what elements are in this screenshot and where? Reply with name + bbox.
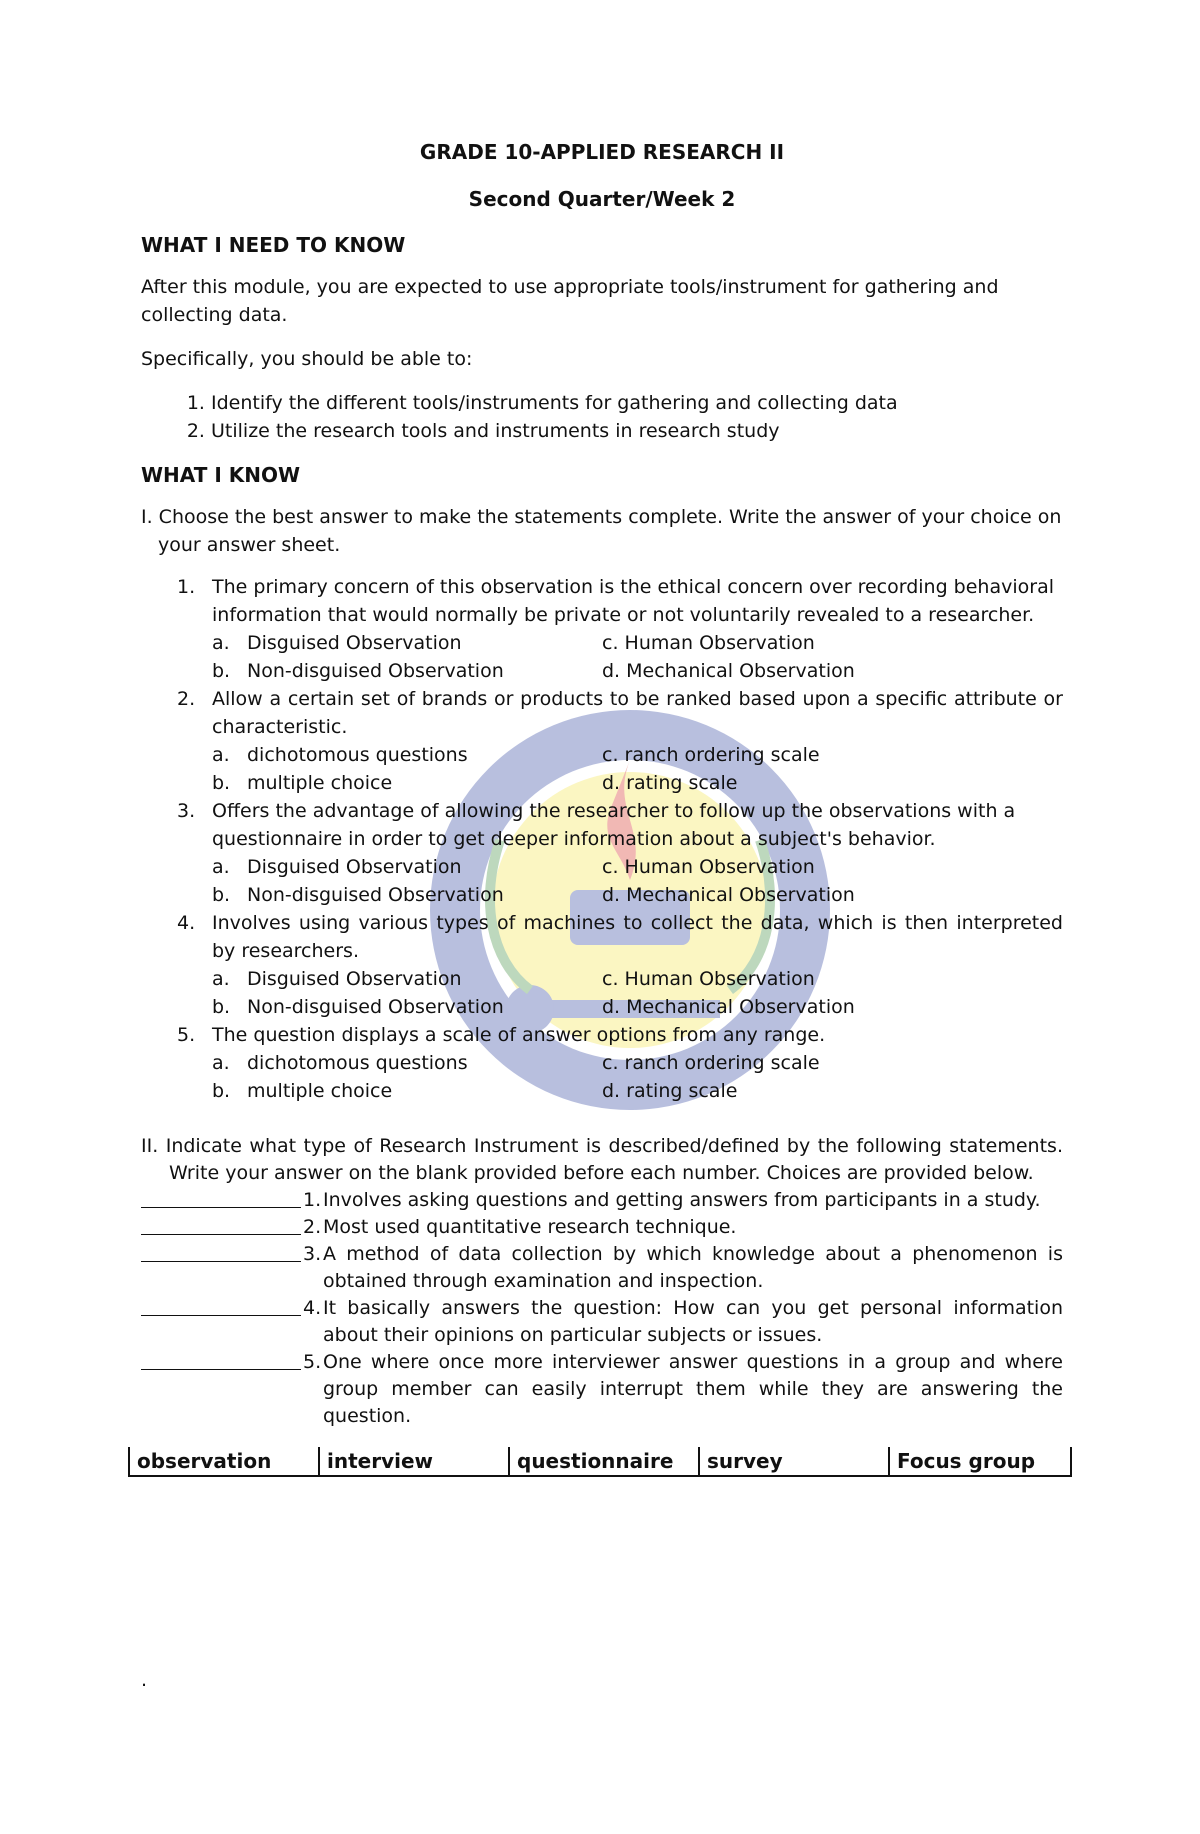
objective-item: 2. Utilize the research tools and instruments in research study (211, 417, 1063, 445)
question-item (141, 909, 1063, 965)
section-heading-need-to-know: WHAT I NEED TO KNOW (141, 233, 406, 257)
intro-paragraph: After this module, you are expected to use appropriate tools/instrument for gathering and collecting data. (141, 276, 999, 326)
option-a: a. dichotomous questions (212, 1052, 468, 1074)
option-d: d. Mechanical Observation (602, 996, 855, 1018)
option-d: d. Mechanical Observation (602, 884, 855, 906)
option-a: a. Disguised Observation (212, 968, 462, 990)
question-number: 4. (177, 912, 196, 934)
option-a: a. Disguised Observation (212, 632, 462, 654)
option-d: d. rating scale (602, 772, 738, 794)
section-heading-what-i-know: WHAT I KNOW (141, 463, 301, 487)
question-item (141, 685, 1063, 741)
fill-in-item: 5. One where once more interviewer answer questions in a group and where group member can easily interrupt them while they are answering the question. (141, 1349, 1063, 1430)
option-c: c. ranch ordering scale (602, 1052, 820, 1074)
option-b: b. multiple choice (212, 1080, 393, 1102)
document-title: GRADE 10-APPLIED RESEARCH II (419, 140, 785, 164)
specifically-paragraph: Specifically, you should be able to: (141, 348, 473, 370)
question-item (141, 1021, 1063, 1049)
option-b: b. Non-disguised Observation (212, 996, 504, 1018)
option-d: d. Mechanical Observation (602, 660, 855, 682)
question-options (141, 741, 1063, 797)
choice-interview: interview (318, 1447, 508, 1477)
option-c: c. Human Observation (602, 856, 815, 878)
option-a: a. dichotomous questions (212, 744, 468, 766)
main-content (141, 138, 1063, 1430)
question-options (141, 629, 1063, 685)
part2-instruction: II. Indicate what type of Research Instrument is described/defined by the following statements. Write your answer on the blank provided before each number. Choices are provided below. (141, 1135, 1063, 1184)
option-d: d. rating scale (602, 1080, 738, 1102)
fill-in-item: 1. Involves asking questions and getting answers from participants in a study. (141, 1187, 1063, 1214)
option-c: c. Human Observation (602, 632, 815, 654)
answer-blank[interactable] (141, 1369, 301, 1370)
question-number: 1. (177, 576, 196, 598)
choice-observation: observation (128, 1447, 318, 1477)
question-stem: Allow a certain set of brands or products to be ranked based upon a specific attribute or characteristic. (212, 688, 1063, 738)
question-item (141, 573, 1063, 629)
question-stem: The question displays a scale of answer options from any range. (212, 1024, 826, 1046)
part1-instruction: I. Choose the best answer to make the statements complete. Write the answer of your choice on your answer sheet. (141, 506, 1062, 556)
choice-focus-group: Focus group (888, 1447, 1072, 1477)
option-c: c. Human Observation (602, 968, 815, 990)
footer-dot: . (141, 1669, 148, 1691)
objectives-list (141, 389, 1063, 445)
question-number: 3. (177, 800, 196, 822)
question-number: 5. (177, 1024, 196, 1046)
fill-in-item: 4. It basically answers the question: How can you get personal information about their opinions on particular subjects or issues. (141, 1295, 1063, 1349)
answer-blank[interactable] (141, 1261, 301, 1262)
choices-box (128, 1447, 1072, 1475)
answer-blank[interactable] (141, 1207, 301, 1208)
question-stem: Offers the advantage of allowing the researcher to follow up the observations with a questionnaire in order to get deeper information about a subject's behavior. (212, 800, 1016, 850)
question-options (141, 1049, 1063, 1105)
answer-blank[interactable] (141, 1234, 301, 1235)
fill-in-list (141, 1187, 1063, 1430)
option-b: b. Non-disguised Observation (212, 660, 504, 682)
question-options (141, 853, 1063, 909)
question-stem: Involves using various types of machines to collect the data, which is then interpreted by researchers. (212, 912, 1063, 962)
option-b: b. Non-disguised Observation (212, 884, 504, 906)
fill-in-item: 2. Most used quantitative research technique. (141, 1214, 1063, 1241)
document-subtitle: Second Quarter/Week 2 (468, 187, 736, 211)
option-c: c. ranch ordering scale (602, 744, 820, 766)
choice-questionnaire: questionnaire (508, 1447, 698, 1477)
fill-in-item: 3. A method of data collection by which knowledge about a phenomenon is obtained through examination and inspection. (141, 1241, 1063, 1295)
option-a: a. Disguised Observation (212, 856, 462, 878)
question-number: 2. (177, 688, 196, 710)
objective-item: 1. Identify the different tools/instruments for gathering and collecting data (211, 389, 1063, 417)
option-b: b. multiple choice (212, 772, 393, 794)
question-item (141, 797, 1063, 853)
question-stem: The primary concern of this observation is the ethical concern over recording behavioral information that would normally be private or not voluntarily revealed to a researcher. (212, 576, 1055, 626)
answer-blank[interactable] (141, 1315, 301, 1316)
question-list (141, 573, 1063, 1105)
choice-survey: survey (698, 1447, 888, 1477)
question-options (141, 965, 1063, 1021)
